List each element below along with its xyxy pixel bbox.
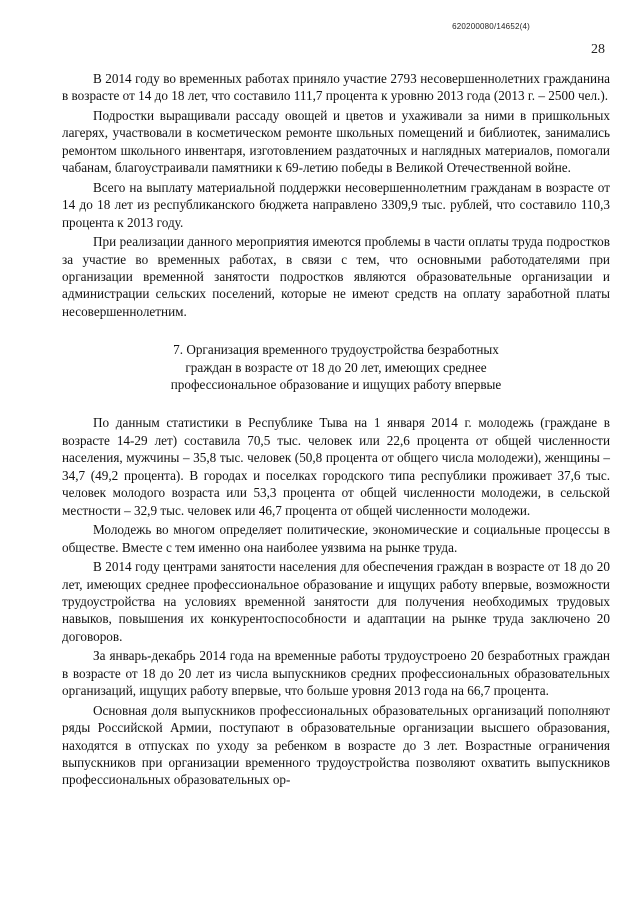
paragraph-5: По данным статистики в Республике Тыва на 1 января 2014 г. молодежь (граждане в возрасте 14-29 лет) составила 70,5 тыс. человек или 22,6 процента от общей численности населения, мужчины – 35,8 тыс. человек (50,8 процента от общего числа молодежи), женщины – 34,7 (49,2 процента). В городах и поселках городского типа республики проживает 37,6 тыс. человек молодого возраста или 53,3 процента от общей численности молодежи, в сельской местности – 32,9 тыс. человек или 46,7 процента от общей численности молодежи.	[62, 415, 610, 518]
paragraph-3: Всего на выплату материальной поддержки несовершеннолетним гражданам в возрасте от 14 до 18 лет из республиканского бюджета направлено 3309,9 тыс. рублей, что составило 110,3 процента к 2013 году.	[62, 179, 610, 230]
paragraph-6: Молодежь во многом определяет политические, экономические и социальные процессы в обществе. Вместе с тем именно она наиболее уязвима на рынке труда.	[62, 522, 610, 555]
document-body	[62, 70, 610, 791]
section-heading-line-2: граждан в возрасте от 18 до 20 лет, имеющих среднее	[185, 359, 487, 375]
paragraph-1: В 2014 году во временных работах приняло участие 2793 несовершеннолетних гражданина в возрасте от 14 до 18 лет, что составило 111,7 процента к уровню 2013 года (2013 г. – 2500 чел.).	[62, 71, 610, 104]
paragraph-9: Основная доля выпускников профессиональных образовательных организаций пополняют ряды Российской Армии, поступают в образовательные организации высшего образования, находятся в отпусках по уходу за ребенком в возрасте до 3 лет. Возрастные ограничения выпускников при организации временного трудоустройства позволяют охватить выпускников профессиональных образовательных ор-	[62, 702, 610, 788]
paragraph-8: За январь-декабрь 2014 года на временные работы трудоустроено 20 безработных граждан в возрасте от 18 до 20 лет из числа выпускников средних профессиональных образовательных организаций, ищущих работу впервые, что больше уровня 2013 года на 66,7 процента.	[62, 648, 610, 699]
paragraph-2: Подростки выращивали рассаду овощей и цветов и ухаживали за ними в пришкольных лагерях, участвовали в косметическом ремонте школьных помещений и библиотек, занимались ремонтом школьного инвентаря, изготовлением раздаточных и наглядных материалов, помогали чабанам, благоустраивали памятники к 69-летию победы в Великой Отечественной войне.	[62, 108, 610, 176]
paragraph-7: В 2014 году центрами занятости населения для обеспечения граждан в возрасте от 18 до 20 лет, имеющих среднее профессиональное образование и ищущих работу впервые, возможности трудоустройства на условиях временной занятости для получения необходимых трудовых навыков, повышения их конкурентоспособности и адаптации на рынке труда заключено 20 договоров.	[62, 559, 610, 644]
section-heading	[62, 341, 610, 393]
paragraph-4: При реализации данного мероприятия имеются проблемы в части оплаты труда подростков за участие во временных работах, в связи с тем, что основными работодателями при организации временной занятости подростков являются образовательные организации и администрации сельских поселений, которые не имеют средств на оплату заработной платы несовершеннолетним.	[62, 234, 610, 319]
section-heading-line-1: 7. Организация временного трудоустройства безработных	[173, 342, 499, 358]
section-heading-line-3: профессиональное образование и ищущих работу впервые	[170, 377, 502, 393]
page-number: 28	[591, 42, 605, 57]
document-id: 620200080/14652(4)	[452, 22, 530, 31]
